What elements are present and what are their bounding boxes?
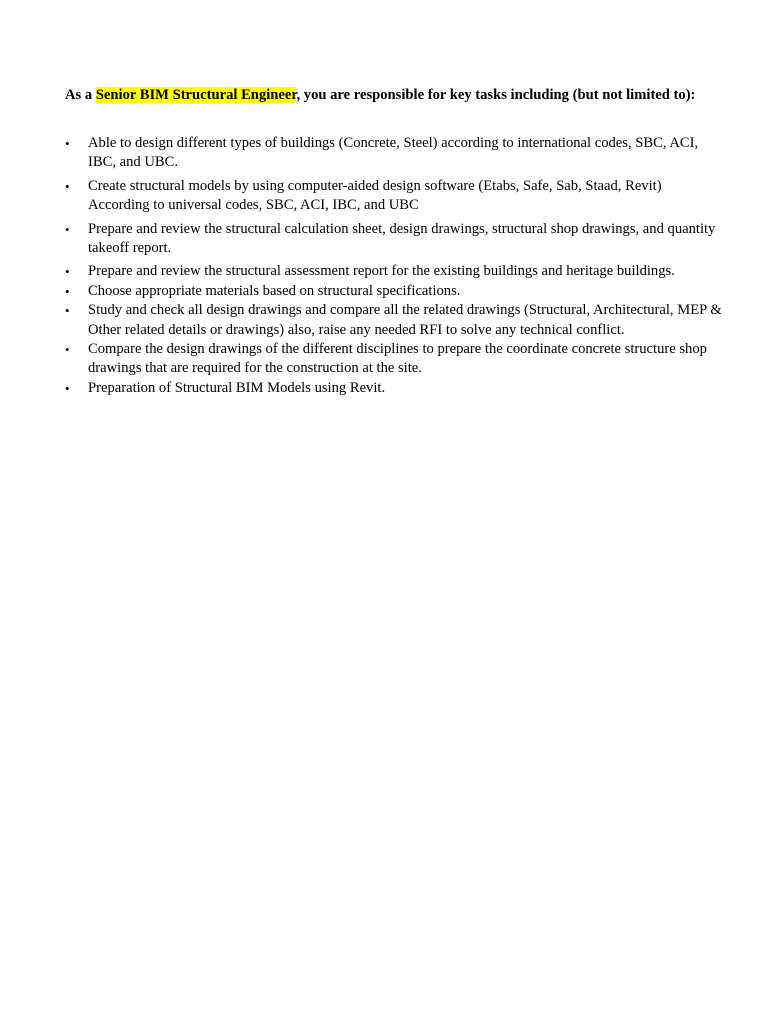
- list-item-text: Choose appropriate materials based on structural specifications.: [88, 282, 461, 299]
- list-item: [65, 134, 725, 173]
- highlighted-role: Senior BIM Structural Engineer: [95, 87, 297, 103]
- list-item-text: Compare the design drawings of the different disciplines to prepare the coordinate concrete structure shop drawings that are required for the construction at the site.: [88, 341, 707, 377]
- list-item: [65, 262, 725, 281]
- list-item-text: Preparation of Structural BIM Models using Revit.: [88, 379, 386, 396]
- list-item: [65, 340, 725, 379]
- intro-prefix: As a: [65, 87, 96, 103]
- bullet-icon: •: [65, 264, 70, 280]
- bullet-icon: •: [65, 221, 70, 237]
- bullet-icon: •: [65, 342, 70, 358]
- bullet-icon: •: [65, 380, 70, 396]
- intro-suffix: , you are responsible for key tasks including (but not limited to):: [296, 87, 696, 103]
- list-item: [65, 220, 725, 259]
- list-item: [65, 379, 725, 398]
- list-item-text: Able to design different types of buildings (Concrete, Steel) according to international codes, SBC, ACI, IBC, and UBC.: [88, 135, 699, 171]
- list-item: [65, 301, 725, 340]
- list-item-text: Prepare and review the structural assessment report for the existing buildings and heritage buildings.: [88, 263, 675, 280]
- task-list: [65, 134, 725, 398]
- bullet-icon: •: [65, 303, 70, 319]
- bullet-icon: •: [65, 136, 70, 151]
- list-item: [65, 282, 725, 301]
- intro-sentence: [65, 86, 725, 105]
- list-item: [65, 177, 725, 216]
- bullet-icon: •: [65, 283, 70, 299]
- list-item-text: Study and check all design drawings and compare all the related drawings (Structural, Architectural, MEP & Other related details or drawings) also, raise any needed RFI to solve any technical conflict.: [88, 302, 722, 338]
- list-item-text: Prepare and review the structural calculation sheet, design drawings, structural shop drawings, and quantity takeoff report.: [88, 220, 716, 257]
- list-item-text: Create structural models by using computer-aided design software (Etabs, Safe, Sab, Staad, Revit) According to universal codes, SBC, ACI, IBC, and UBC: [88, 177, 662, 214]
- bullet-icon: •: [65, 178, 70, 194]
